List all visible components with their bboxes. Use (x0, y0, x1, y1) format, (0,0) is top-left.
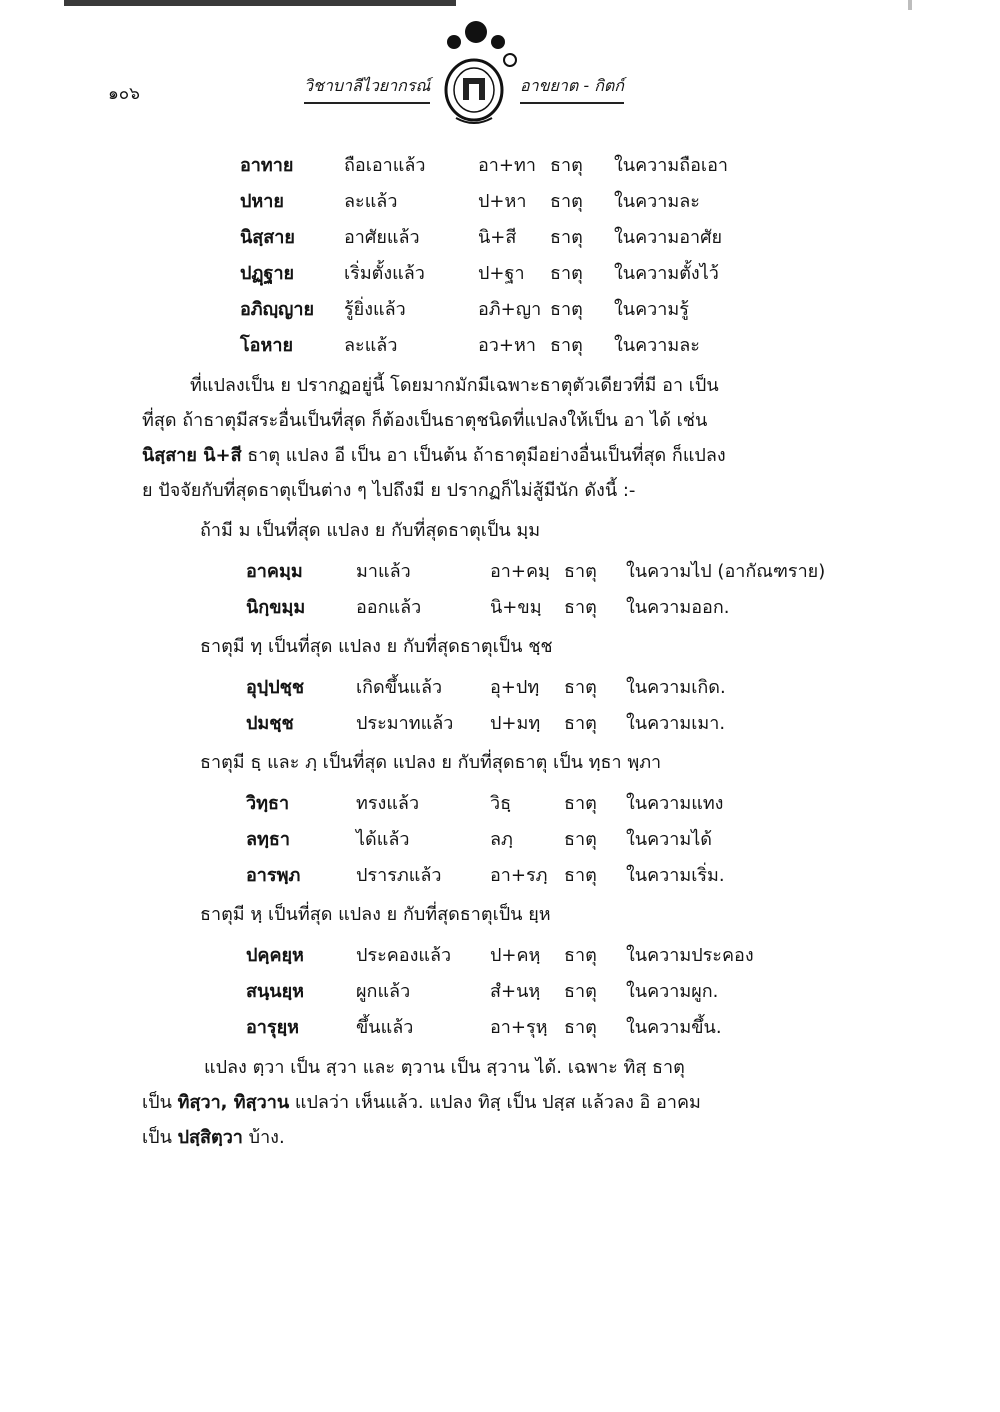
dhatu-label: ธาตุ (564, 597, 597, 618)
pali-word: ลทฺธา (246, 829, 290, 850)
list-item (246, 668, 842, 704)
sense: ในความเกิด. (626, 677, 726, 698)
bold-term: ปสฺสิตฺวา (177, 1127, 243, 1148)
dhatu-label: ธาตุ (564, 829, 597, 850)
pali-word: ปคฺคยฺห (246, 945, 304, 966)
header-right-title: อาขยาต - กิตก์ (520, 74, 624, 104)
rule-heading: ธาตุมี ธฺ และ ภฺ เป็นที่สุด แปลง ย กับที่สุดธาตุ เป็น ทฺธา พฺภา (200, 752, 662, 773)
sense: ในความเริ่ม. (626, 865, 725, 886)
sense: ในความไป (อากัณฑราย) (626, 561, 826, 582)
closing-paragraph (142, 1050, 842, 1155)
sense: ในความอาศัย (614, 227, 723, 248)
thai-meaning: มาแล้ว (356, 561, 411, 582)
dhatu-label: ธาตุ (550, 263, 583, 284)
list-item (246, 552, 842, 588)
list-item (240, 290, 842, 326)
root-formula: อุ+ปทฺ (490, 677, 540, 698)
pali-word: อาคมฺม (246, 561, 303, 582)
page-number: ๑๐๖ (108, 84, 140, 104)
pali-word: อาทาย (240, 155, 294, 176)
root-formula: อา+ทา (478, 155, 536, 176)
pali-word: โอหาย (240, 335, 293, 356)
emblem-logo (430, 20, 520, 130)
sense: ในความได้ (626, 829, 712, 850)
thai-meaning: ออกแล้ว (356, 597, 422, 618)
list-item (240, 326, 842, 362)
root-formula: ลภฺ (490, 829, 513, 850)
root-formula: นิ+ขมฺ (490, 597, 542, 618)
pali-word: นิสฺสาย (240, 227, 295, 248)
list-item (240, 218, 842, 254)
thai-meaning: ได้แล้ว (356, 829, 410, 850)
example-list-mm (246, 552, 842, 624)
text-fragment: ธาตุ แปลง อี เป็น อา เป็นต้น ถ้าธาตุมีอย่างอื่นเป็นที่สุด ก็แปลง (241, 445, 726, 466)
dhatu-label: ธาตุ (564, 1017, 597, 1038)
thai-meaning: เกิดขึ้นแล้ว (356, 677, 443, 698)
pali-word: ปมชฺช (246, 713, 294, 734)
thai-meaning: ประคองแล้ว (356, 945, 452, 966)
dhatu-label: ธาตุ (564, 677, 597, 698)
dhatu-label: ธาตุ (564, 713, 597, 734)
dhatu-label: ธาตุ (564, 981, 597, 1002)
sense: ในความตั้งไว้ (614, 263, 719, 284)
thai-meaning: ปรารภแล้ว (356, 865, 442, 886)
root-formula: นิ+สี (478, 227, 517, 248)
root-formula: อว+หา (478, 335, 536, 356)
pali-word: อุปฺปชฺช (246, 677, 305, 698)
bold-term: ทิสฺวา, ทิสฺวาน (177, 1092, 290, 1113)
sense: ในความถือเอา (614, 155, 728, 176)
sense: ในความผูก. (626, 981, 719, 1002)
pali-word: วิทฺธา (246, 793, 290, 814)
list-item (246, 936, 842, 972)
text-line (142, 438, 842, 473)
dhatu-label: ธาตุ (564, 865, 597, 886)
sense: ในความออก. (626, 597, 730, 618)
text-line (142, 1085, 842, 1120)
pali-word: ปฏฺฐาย (240, 263, 295, 284)
text-line (142, 1120, 842, 1155)
text-line: ที่แปลงเป็น ย ปรากฏอยู่นี้ โดยมากมักมีเฉพาะธาตุตัวเดียวที่มี อา เป็น (190, 375, 719, 396)
page-body (142, 146, 842, 1159)
example-list-ddh (246, 784, 842, 892)
root-formula: ป+มทฺ (490, 713, 541, 734)
list-item (246, 856, 842, 892)
dhatu-label: ธาตุ (550, 299, 583, 320)
text-line: ย ปัจจัยกับที่สุดธาตุเป็นต่าง ๆ ไปถึงมี ย ปรากฏก็ไม่สู้มีนัก ดังนี้ :- (142, 480, 636, 501)
list-item (240, 254, 842, 290)
root-formula: อา+รุหฺ (490, 1017, 548, 1038)
thai-meaning: รู้ยิ่งแล้ว (344, 299, 406, 320)
dhatu-label: ธาตุ (564, 561, 597, 582)
rule-heading: ถ้ามี ม เป็นที่สุด แปลง ย กับที่สุดธาตุเป็น มฺม (200, 520, 541, 541)
rule-heading: ธาตุมี หฺ เป็นที่สุด แปลง ย กับที่สุดธาตุเป็น ยฺห (200, 904, 551, 925)
root-formula: อา+คมฺ (490, 561, 550, 582)
text-fragment: แปลว่า เห็นแล้ว. แปลง ทิสฺ เป็น ปสฺส แล้วลง อิ อาคม (289, 1092, 701, 1113)
sense: ในความเมา. (626, 713, 726, 734)
list-item (246, 820, 842, 856)
root-formula: ป+ฐา (478, 263, 525, 284)
list-item (246, 1008, 842, 1044)
rule-heading: ธาตุมี ทฺ เป็นที่สุด แปลง ย กับที่สุดธาตุเป็น ชฺช (200, 636, 553, 657)
pali-word: นิกฺขมฺม (246, 597, 306, 618)
pali-word: ปหาย (240, 191, 284, 212)
pali-word: สนฺนยฺห (246, 981, 305, 1002)
header-left-title: วิชาบาลีไวยากรณ์ (304, 74, 430, 104)
list-item (246, 588, 842, 624)
explanation-paragraph (142, 368, 842, 508)
dhatu-label: ธาตุ (564, 945, 597, 966)
example-list-jj (246, 668, 842, 740)
example-list-yh (246, 936, 842, 1044)
pali-word: อารุยฺห (246, 1017, 299, 1038)
thai-meaning: ผูกแล้ว (356, 981, 411, 1002)
dhatu-label: ธาตุ (550, 155, 583, 176)
list-item (246, 704, 842, 740)
root-formula: ป+หา (478, 191, 527, 212)
sense: ในความประคอง (626, 945, 754, 966)
text-fragment: เป็น (142, 1127, 178, 1148)
text-line: แปลง ตฺวา เป็น สฺวา และ ตฺวาน เป็น สฺวาน ได้. เฉพาะ ทิสฺ ธาตุ (204, 1057, 685, 1078)
root-formula: สํ+นหฺ (490, 981, 541, 1002)
text-fragment: เป็น (142, 1092, 178, 1113)
text-fragment: บ้าง. (242, 1127, 285, 1148)
dhatu-label: ธาตุ (550, 191, 583, 212)
bold-term: นิสฺสาย นิ+สี (142, 445, 242, 466)
page-header (0, 0, 1000, 140)
example-list-ya (240, 146, 842, 362)
list-item (240, 146, 842, 182)
root-formula: วิธฺ (490, 793, 512, 814)
dhatu-label: ธาตุ (564, 793, 597, 814)
dhatu-label: ธาตุ (550, 227, 583, 248)
thai-meaning: ละแล้ว (344, 335, 398, 356)
sense: ในความขึ้น. (626, 1017, 722, 1038)
text-line: ที่สุด ถ้าธาตุมีสระอื่นเป็นที่สุด ก็ต้องเป็นธาตุชนิดที่แปลงให้เป็น อา ได้ เช่น (142, 410, 708, 431)
thai-meaning: ทรงแล้ว (356, 793, 420, 814)
sense: ในความแทง (626, 793, 724, 814)
sense: ในความรู้ (614, 299, 689, 320)
root-formula: อา+รภฺ (490, 865, 548, 886)
thai-meaning: ละแล้ว (344, 191, 398, 212)
dhatu-label: ธาตุ (550, 335, 583, 356)
root-formula: อภิ+ญา (478, 299, 542, 320)
sense: ในความละ (614, 191, 700, 212)
thai-meaning: เริ่มตั้งแล้ว (344, 263, 425, 284)
root-formula: ป+คหฺ (490, 945, 541, 966)
pali-word: อภิญฺญาย (240, 299, 315, 320)
pali-word: อารพฺภ (246, 865, 301, 886)
thai-meaning: ประมาทแล้ว (356, 713, 454, 734)
list-item (240, 182, 842, 218)
thai-meaning: ขึ้นแล้ว (356, 1017, 414, 1038)
sense: ในความละ (614, 335, 700, 356)
list-item (246, 784, 842, 820)
thai-meaning: อาศัยแล้ว (344, 227, 420, 248)
thai-meaning: ถือเอาแล้ว (344, 155, 426, 176)
list-item (246, 972, 842, 1008)
